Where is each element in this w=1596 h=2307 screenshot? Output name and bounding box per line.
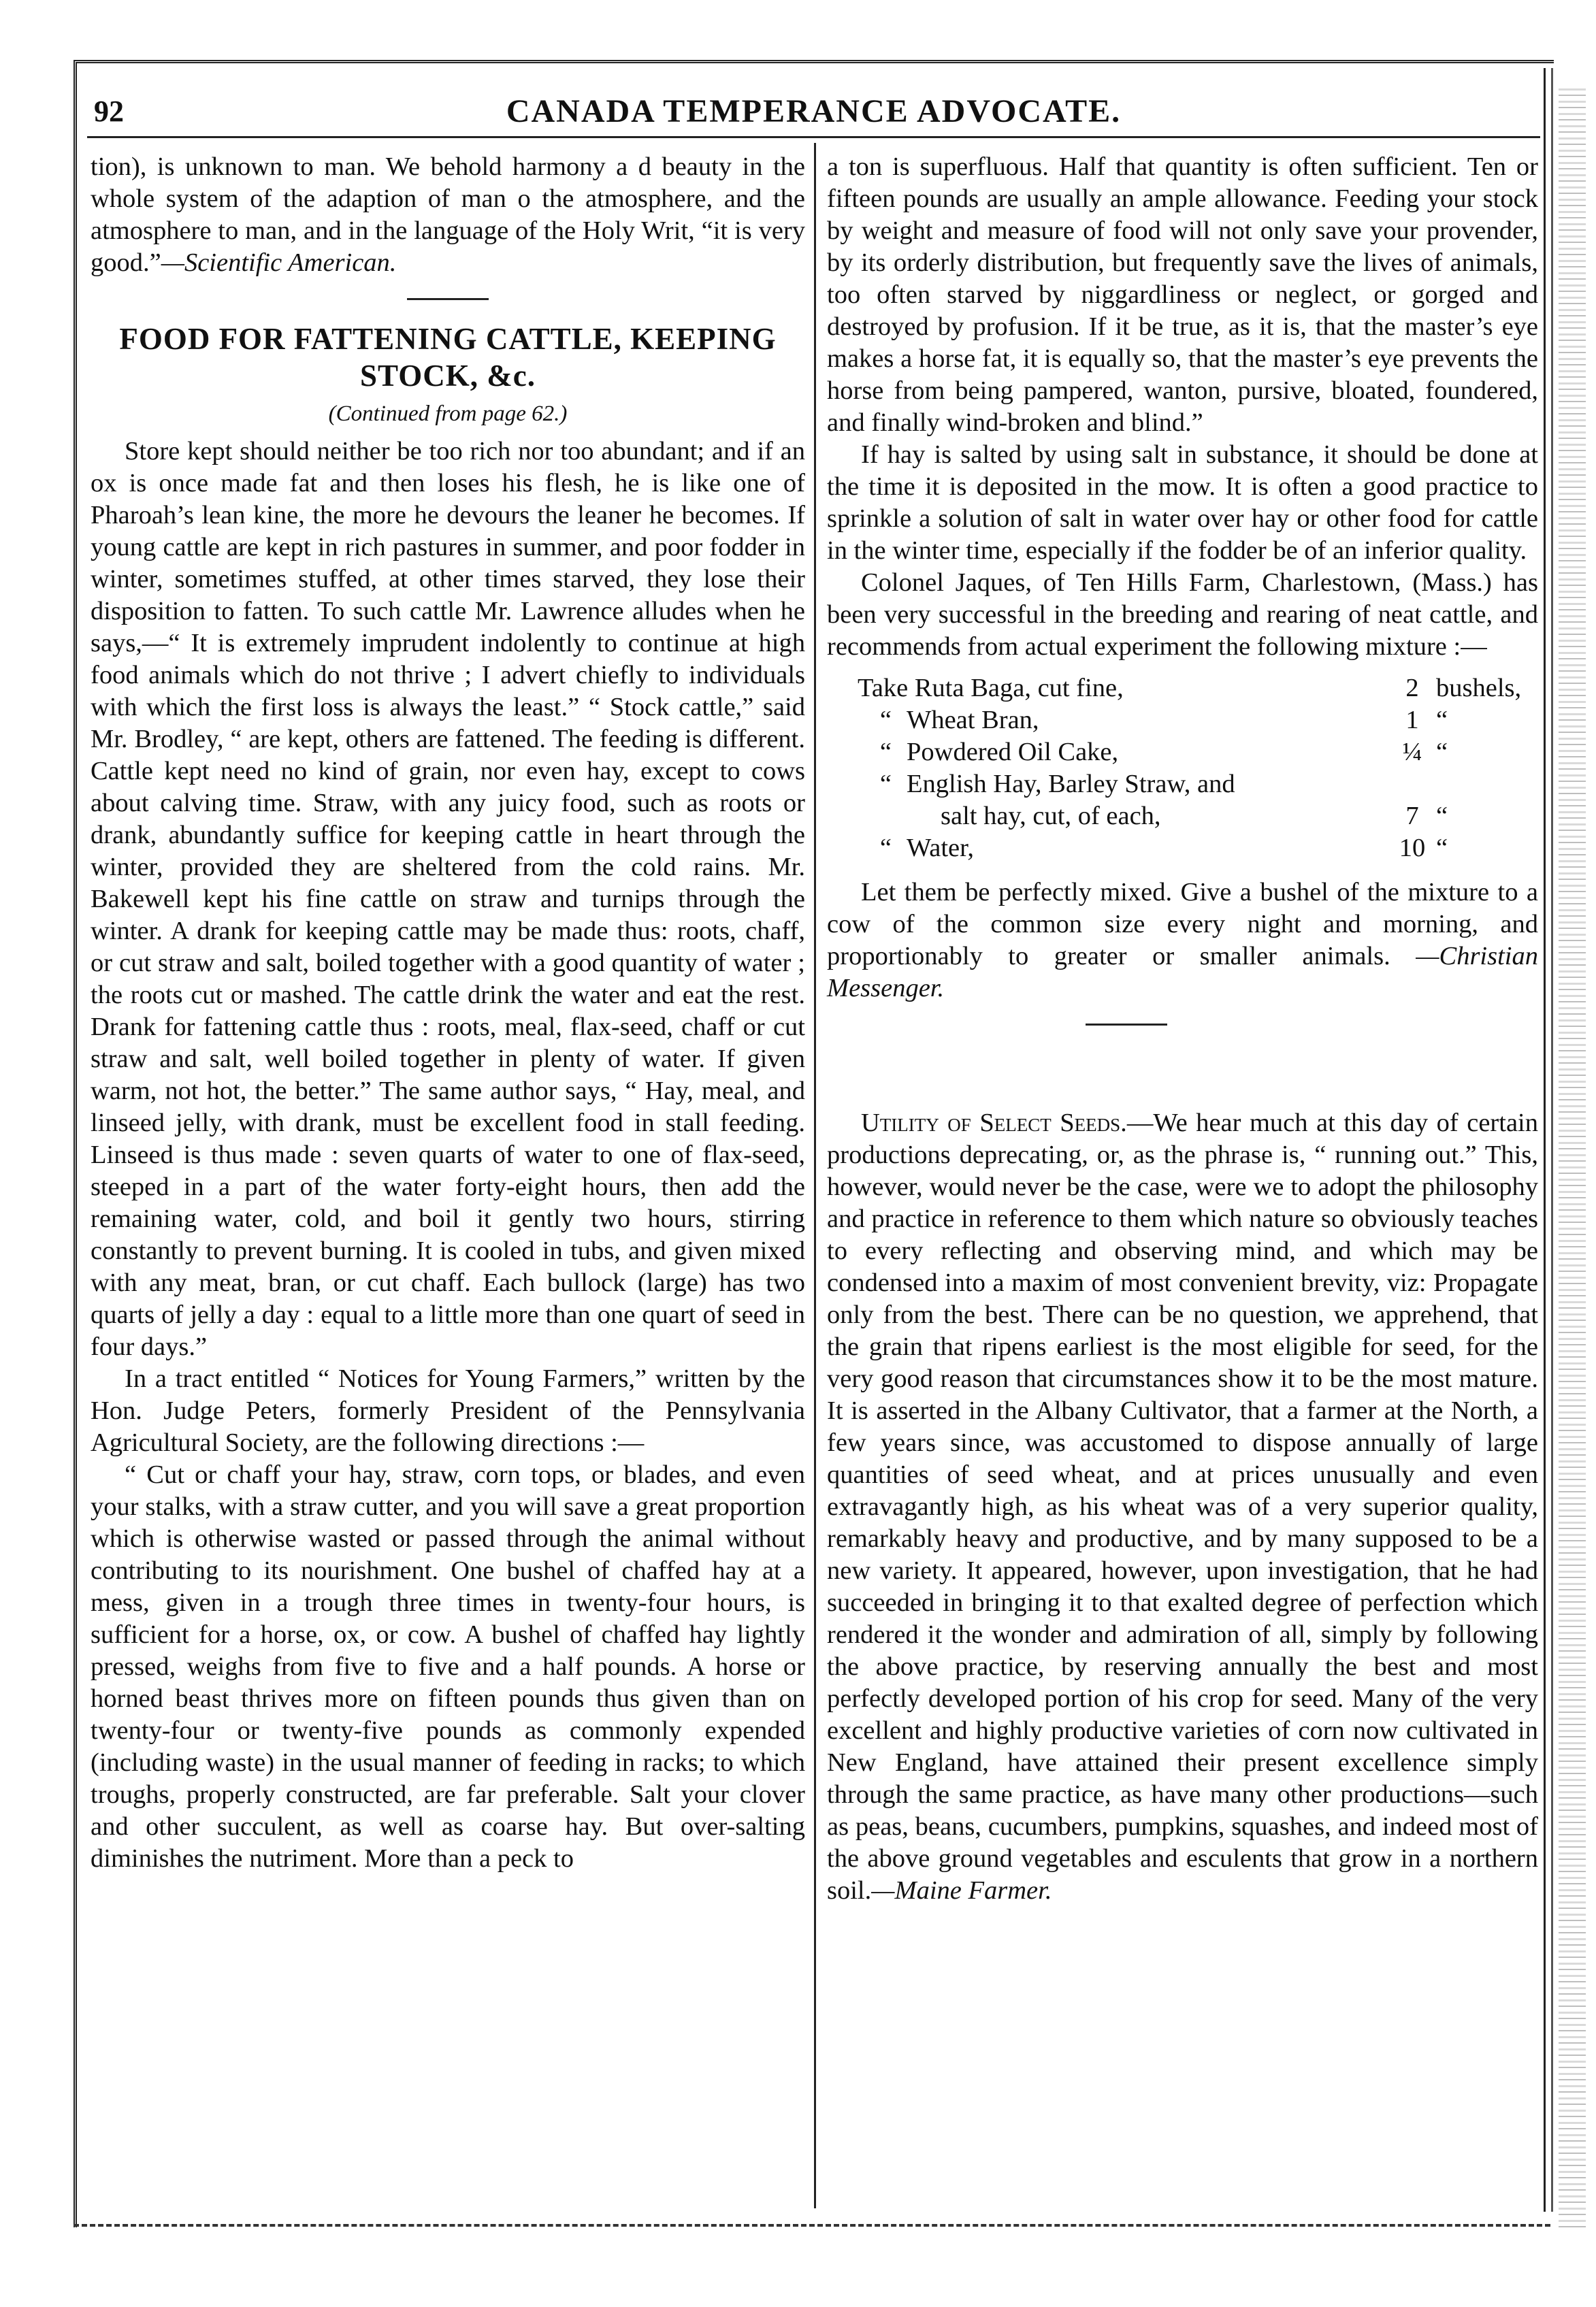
column-divider xyxy=(814,143,816,2208)
page-header xyxy=(87,88,1540,138)
article-title: FOOD FOR FATTENING CATTLE, KEEPING STOCK, &c. xyxy=(119,322,777,393)
recipe-row: “ English Hay, Barley Straw, and xyxy=(879,770,1235,798)
article-paragraph: Store kept should neither be too rich nor too abundant; and if an ox is once made fat and then loses his flesh, he is like one of Pharoah’s lean kine, the more he devours the leaner he becomes. If young cattle are kept in rich pastures in summer, and poor fodder in winter, sometimes stuffed, at other times starved, they lose their disposition to fatten. To such cattle Mr. Lawrence alludes when he says,—“ It is extremely imprudent indolently to continue at high food animals which do not thrive ; I advert chiefly to individuals with which the first loss is always the least.” “ Stock cattle,” said Mr. Brodley, “ are kept, others are fattened. The feeding is different. Cattle kept need no kind of grain, nor even hay, except to cows about calving time. Straw, with any juicy food, such as roots or drank, abundantly suffice for keeping cattle in heart through the winter, provided they are sheltered from the cold rains. Mr. Bakewell kept his fine cattle on straw and turnips through the winter. A drank for keeping cattle may be made thus: roots, chaff, or cut straw and salt, boiled together with a good quantity of water ; the roots cut or mashed. The cattle drink the water and eat the rest. Drank for fattening cattle thus : roots, meal, flax-seed, chaff or cut straw and salt, well boiled together in plenty of water. If given warm, not hot, the better.” The same author says, “ Hay, meal, and linseed jelly, with drank, must be excellent food in stall feeding. Linseed is thus made : seven quarts of water to one of flax-seed, steeped in a part of the water forty-eight hours, then add the remaining water, cold, and boil it gently two hours, stirring constantly to prevent burning. It is cooled in tubs, and given mixed with any meat, bran, or cut chaff. Each bullock (large) has two quarts of jelly a day : equal to a little more than one quart of seed in four days.” xyxy=(91,437,805,1361)
seeds-article: Utility of Select Seeds.—We hear much at this day of certain productions deprecating, or, as the phrase is, “ running out.” This, however, would never be the case, were we to adopt the philosophy and practice in reference to them which nature so obviously teaches to every reflecting and observing mind, and which may be condensed into a maxim of most convenient brevity, viz: Propagate only from the best. There can be no question, we apprehend, that the grain that ripens earliest is the most eligible for seed, for the very good reason that circumstances show it to be the most mature. It is asserted in the Albany Cultivator, that a farmer at the North, a few years since, was accustomed to dispose annually of large quantities of seed wheat, and at prices unusually and even extravagantly high, as his wheat was of a very superior quality, remarkably heavy and productive, and by many supposed to be a new variety. It appeared, however, upon investigation, that he had succeeded in bringing it to that exalted degree of perfection which rendered it the wonder and admiration of all, simply by following the above practice, by reserving annually the best and most perfectly developed portion of his crop for seed. Many of the very excellent and highly productive varieties of corn now cultivated in New England, have attained their present excellence simply through the same practice, as have many other productions—such as peas, beans, cucumbers, pumpkins, squashes, and indeed most of the above ground vegetables and esculents that grow in a northern soil.—Maine Farmer. xyxy=(827,1109,1538,1905)
recipe-row: “ Water, 10 “ xyxy=(879,834,1448,862)
article-paragraph: “ Cut or chaff your hay, straw, corn tops, or blades, and even your stalks, with a straw cutter, and you will save a great proportion which is otherwise wasted or passed through the animal without contributing to its nourishment. One bushel of chaffed hay at a mess, given in a trough three times in twenty-four hours, is sufficient for a horse, ox, or cow. A bushel of chaffed hay lightly pressed, weighs from five to five and a half pounds. A horse or horned beast thrives more on fifteen pounds thus given than on twenty-four or twenty-five pounds as commonly expended (including waste) in the usual manner of feeding in racks; to which troughs, properly constructed, are far preferable. Salt your clover and other succulent, as well as coarse hay. But over-salting diminishes the nutriment. More than a peck to xyxy=(91,1460,805,1873)
article-paragraph: Let them be perfectly mixed. Give a bushel of the mixture to a cow of the common size every night and morning, and proportionably to greater or smaller animals. —Christian Messenger. xyxy=(827,878,1538,1002)
running-title: CANADA TEMPERANCE ADVOCATE. xyxy=(506,93,1122,129)
recipe-row: “ Wheat Bran, 1 “ xyxy=(879,706,1448,734)
source-scientific-american: —Scientific American. xyxy=(161,248,397,277)
page-frame-bottom-border xyxy=(74,2224,1550,2227)
article-paragraph: If hay is salted by using salt in substance, it should be done at the time it is deposited in the mow. It is often a good practice to sprinkle a solution of salt in water over hay or other food for cattle in the winter time, especially if the fodder be of an inferior quality. xyxy=(827,440,1538,565)
left-column xyxy=(91,151,805,1875)
continuation-text: tion), is unknown to man. We behold harmony a d beauty in the whole system of the adaption of man o the atmosphere, and the atmosphere to man, and in the language of the Holy Writ, “it is very good.”—Scientific American. xyxy=(91,152,805,277)
source-maine-farmer: —Maine Farmer. xyxy=(871,1876,1052,1905)
page-frame-right-border xyxy=(1544,68,1553,2212)
section-rule xyxy=(407,298,489,300)
page-number: 92 xyxy=(94,95,124,128)
recipe-row: Take Ruta Baga, cut fine, 2 bushels, xyxy=(858,674,1522,702)
article-paragraph: a ton is superfluous. Half that quantity is often sufficient. Ten or fifteen pounds are usually an ample allowance. Feeding your stock by weight and measure of food will not only save your provender, by its orderly distribution, but frequently save the lives of animals, too often starved by niggardliness or neglect, or gorged and destroyed by profusion. If it be true, as it is, that the master’s eye makes a horse fat, it is equally so, that the master’s eye prevents the horse from being pampered, wanton, pursive, bloated, foundered, and finally wind-broken and blind.” xyxy=(827,152,1538,437)
right-column xyxy=(827,151,1538,1907)
article-paragraph: In a tract entitled “ Notices for Young Farmers,” written by the Hon. Judge Peters, formerly President of the Pennsylvania Agricultural Society, are the following directions :— xyxy=(91,1364,805,1457)
recipe-table xyxy=(827,672,1538,864)
article-paragraph: Colonel Jaques, of Ten Hills Farm, Charlestown, (Mass.) has been very successful in the breeding and rearing of neat cattle, and recommends from actual experiment the following mixture :— xyxy=(827,568,1538,661)
continued-note: (Continued from page 62.) xyxy=(328,402,568,426)
seeds-heading: Utility of Select Seeds. xyxy=(861,1109,1127,1137)
scan-edge xyxy=(1559,88,1586,2232)
recipe-row: salt hay, cut, of each, 7 “ xyxy=(941,802,1448,830)
spacer xyxy=(827,1026,1538,1107)
source-christian-messenger: —Christian Messenger. xyxy=(827,942,1538,1002)
recipe-row: “ Powdered Oil Cake, ¼ “ xyxy=(879,738,1448,766)
